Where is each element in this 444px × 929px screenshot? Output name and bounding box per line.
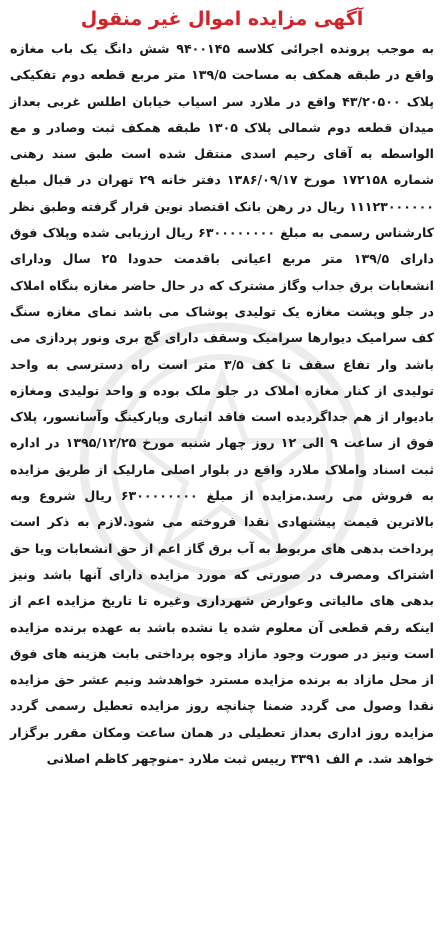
notice-body: به موجب پرونده اجرائی کلاسه ۹۴۰۰۱۴۵ شش دانگ یک باب مغازه واقع در طبقه همکف به مساحت ۱۳۹/۵ متر مربع قطعه دوم تفکیکی پلاک ۴۳/۲۰۵۰۰ واقع در ملارد سر اسیاب خیابان اطلس غربی بعداز میدان قطعه دوم شمالی پلاک ۱۳۰۵ طبقه همکف ثبت وصادر و مع الواسطه به آقای رحیم اسدی منتقل شده است طبق سند رهنی شماره ۱۷۲۱۵۸ مورخ ۱۳۸۶/۰۹/۱۷ دفتر خانه ۲۹ تهران در قبال مبلغ ۱۱۱۲۳۰۰۰۰۰۰ ریال در رهن بانک اقتصاد نوین قرار گرفته وطبق نظر کارشناس رسمی به مبلغ ۶۳۰۰۰۰۰۰۰۰ ریال ارزیابی شده وپلاک فوق دارای ۱۳۹/۵ متر مربع اعیانی باقدمت حدودا ۲۵ سال ودارای انشعابات برق جداب وگاز مشترک که در حال حاضر مغازه بنگاه املاک در جلو وپشت مغازه یک تولیدی پوشاک می باشد نمای مغازه سنگ کف سرامیک دیوارها سرامیک وسقف دارای گچ بری ونور پردازی می باشد وار تفاع سقف تا کف ۳/۵ متر است راه دسترسی به واحد تولیدی از کنار مغازه املاک در جلو ملک بوده و واحد تولیدی ومغازه بادیوار از هم جداگردیده است فاقد انباری وپارکینگ وآسانسور، پلاک فوق از ساعت ۹ الی ۱۲ روز چهار شنبه مورخ ۱۳۹۵/۱۲/۲۵ در اداره ثبت اسناد واملاک ملارد واقع در بلوار اصلی مارلیک از طریق مزایده به فروش می رسد.مزایده از مبلغ ۶۳۰۰۰۰۰۰۰۰ ریال شروع وبه بالاترین قیمت پیشنهادی نقدا فروخته می شود.لازم به ذکر است پرداخت بدهی های مربوط به آب برق گاز اعم از حق انشعابات ویا حق اشتراک ومصرف در صورتی که مورد مزایده دارای آنها باشد ونیز بدهی های مالیاتی وعوارض شهرداری وغیره تا تاریخ مزایده اعم از اینکه رقم قطعی آن معلوم شده یا نشده باشد به عهده برنده مزایده است ونیز در صورت وجود مازاد وجوه پرداختی بابت هزینه های فوق از محل مازاد به برنده مزایده مسترد خواهدشد ونیم عشر حق مزایده نقدا وصول می گردد ضمنا چنانچه روز مزایده تعطیل رسمی گردد مزایده روز اداری بعداز تعطیلی در همان ساعت ومکان مقرر برگزار خواهد شد. م الف ۳۳۹۱ رییس ثبت ملارد -منوچهر کاظم اصلانی [10,41,435,767]
notice-title: آگهی مزایده اموال غیر منقول [80,8,364,30]
